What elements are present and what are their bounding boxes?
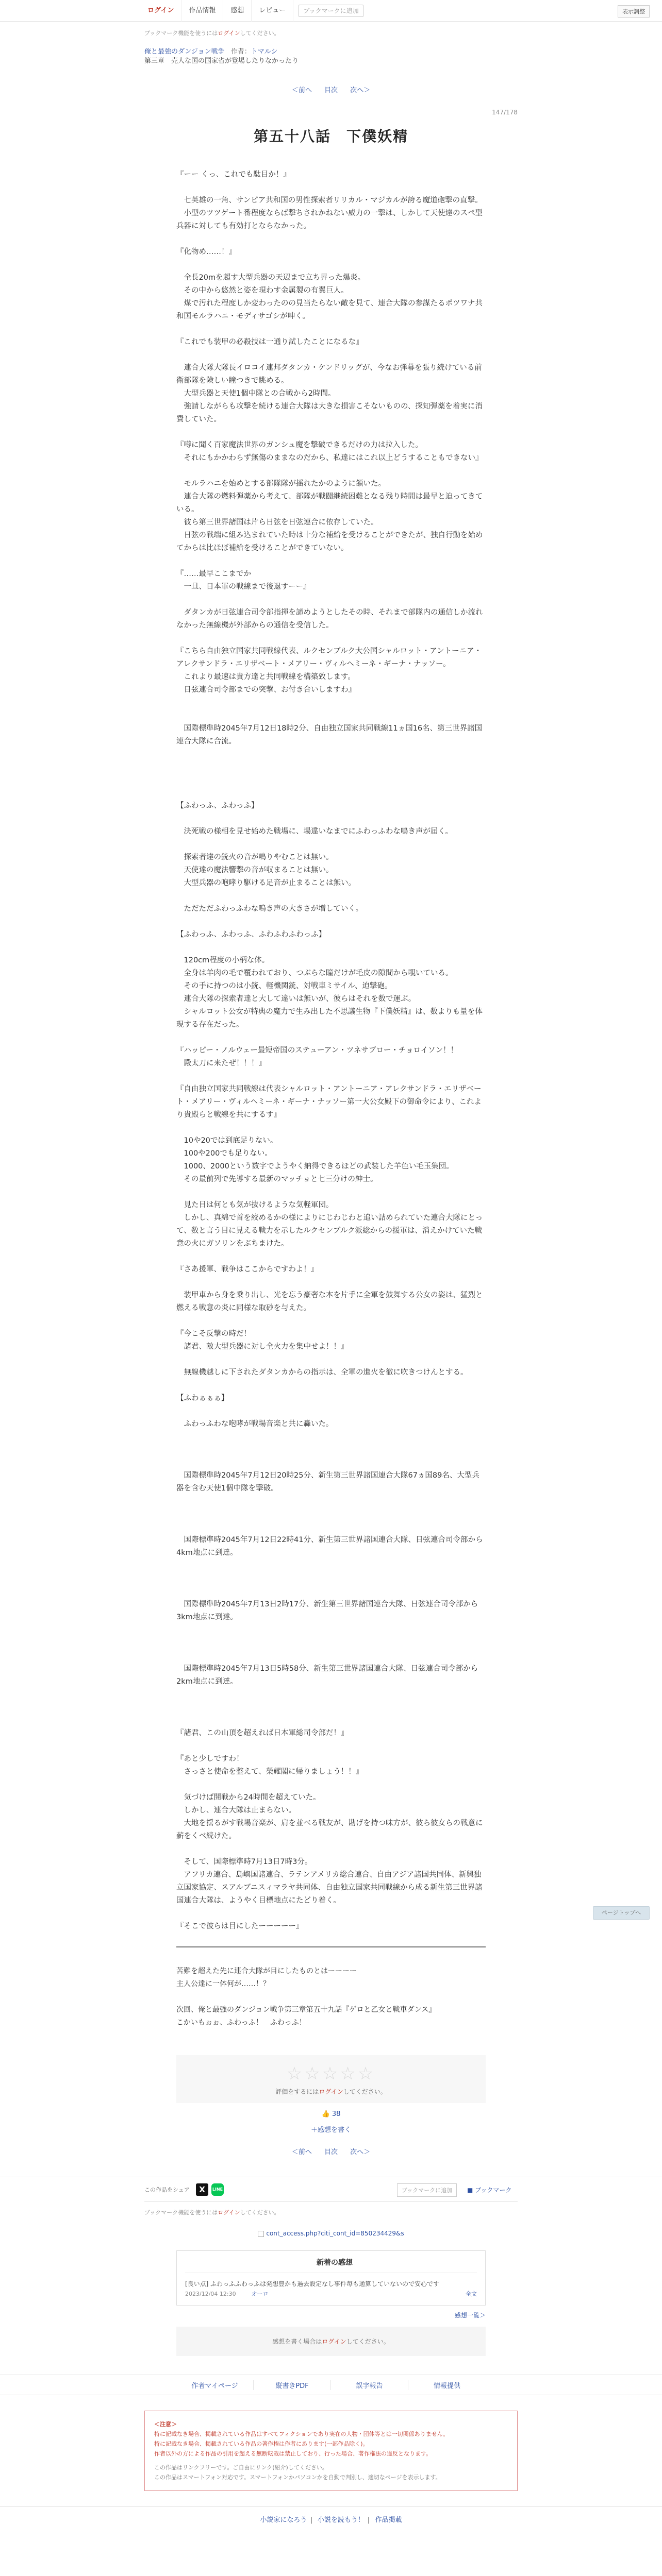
body-paragraph: [176, 1456, 486, 1469]
body-paragraph: [176, 1122, 486, 1134]
body-paragraph: 『さあ援軍、戦争はここからですわよ！』: [176, 1265, 319, 1274]
like-button[interactable]: [0, 2110, 662, 2118]
prev-link[interactable]: ＜前へ: [291, 2148, 312, 2156]
star-icon[interactable]: ☆: [322, 2063, 340, 2084]
toc-link[interactable]: 目次: [324, 87, 338, 94]
body-paragraph: [176, 1637, 486, 1650]
broken-image-icon: [258, 2231, 264, 2237]
body-paragraph: 『自由独立国家共同戦線は代表シャルロット・アントーニア・アレクサンドラ・エリザベート・メアリー・ヴィルヘミーネ・ギーナ・ナッソー第一大公女殿下の御命令により、これより貴殿らと戦線を共にするす』: [176, 1085, 482, 1119]
body-paragraph: 煤で汚れた程度しか変わったのの見当たらない敵を見て、連合大隊の参謀たるポツワナ共和国モルラハニ・モディサゴシが呻く。: [176, 299, 483, 320]
body-paragraph: [176, 323, 486, 336]
body-paragraph: アフリカ連合、島嶼国諸連合、ラテンアメリカ総合連合、自由アジア諸国共同体、新興独立国家協定、スアルブニスィマラヤ共同体、自由独立国家共同戦線から成る新生第三世界諸国連合大隊は、ようやく目標地点にたどり着く。: [176, 1871, 483, 1905]
bookmark-settings-label: ブックマーク: [475, 2187, 512, 2194]
body-paragraph: 連合大隊の燃料弾薬から考えて、部隊が戦闘継続困難となる残り時間は最早と迫ってきている。: [176, 493, 483, 514]
body-paragraph: 『今こそ反撃の時だ！: [176, 1330, 251, 1338]
page-number: 147/178: [492, 109, 518, 116]
body-paragraph: [176, 426, 486, 439]
login-notice-suffix: してください。: [240, 30, 280, 37]
site-home-link[interactable]: 小説家になろう: [260, 2516, 307, 2524]
body-paragraph: 小型のツツゲート番程度ならば撃ちされかねない威力の一撃は、しかして天使達のスぺ型兵器に対しても有効打とならなかった。: [176, 209, 483, 230]
body-paragraph: 【ふわっふ、ふわっふ】: [176, 802, 259, 810]
body-paragraph: 【ふわぁぁぁ】: [176, 1394, 229, 1402]
x-share-icon[interactable]: X: [196, 2183, 208, 2196]
body-paragraph: [176, 1624, 486, 1637]
display-settings-button[interactable]: 表示調整: [618, 5, 650, 18]
body-paragraph: 『これでも装甲の必殺技は一通り試したことになるな』: [176, 338, 363, 346]
caution-line: 作者以外の方による作品の引用を超える無断転載は禁止しており、行った場合、著作権法の違反となります。: [154, 2450, 432, 2457]
impression-login-suffix: してください。: [346, 2338, 390, 2345]
new-impressions-box: [176, 2250, 486, 2306]
share-label: この作品をシェア: [144, 2187, 190, 2193]
nav-impressions[interactable]: 感想: [223, 0, 252, 22]
body-paragraph: その最前列で先導する最新のマッチョと七三分けの紳士。: [176, 1175, 378, 1183]
info-report-link[interactable]: 情報提供: [433, 2382, 460, 2390]
login-notice-text: ブックマーク機能を使うには: [144, 30, 218, 37]
body-paragraph: ただただふわっふわな鳴き声の大きさが増していく。: [176, 905, 363, 913]
body-paragraph: 見た目は何とも気が抜けるような気軽軍団。: [176, 1201, 334, 1209]
body-paragraph: [176, 812, 486, 825]
body-paragraph: [176, 1315, 486, 1328]
impression-list-link[interactable]: 感想一覧＞: [454, 2312, 486, 2319]
chapter-body: [176, 168, 486, 1933]
body-paragraph: 気づけば開戦から24時間を超えていた。: [176, 1793, 321, 1802]
thumbs-up-icon: 👍: [321, 2110, 330, 2118]
body-paragraph: [176, 1031, 486, 1044]
body-paragraph: [176, 1650, 486, 1663]
body-paragraph: ふわっふわな咆哮が戦場音楽と共に轟いた。: [176, 1420, 334, 1428]
body-paragraph: [176, 259, 486, 272]
afterword-paragraph: こかいもぉぉ、ふわっふ！ ふわっふ！: [176, 2019, 306, 2027]
bookmark-settings-link[interactable]: ■ ブックマーク: [467, 2187, 512, 2194]
body-paragraph: [176, 1250, 486, 1263]
ad-image-alt: cont_access.php?citi_cont_id=850234429&s: [266, 2230, 404, 2237]
login-notice-suffix: してください。: [240, 2209, 280, 2216]
caution-info-line: この作品はスマートフォン対応です。スマートフォンかパソコンかを自動で判別し、適切なページを表示します。: [154, 2474, 441, 2481]
share-bar: [0, 2177, 662, 2201]
rating-note: [176, 2087, 486, 2096]
impression-item: [185, 2279, 477, 2299]
afterword-paragraph: [176, 1991, 486, 2004]
afterword-paragraph: 主人公達に一体何が……！？: [176, 1980, 270, 1988]
body-paragraph: 国際標準時2045年7月12日20時25分、新生第三世界諸国連合大隊67ヵ国89名、大型兵器を含む天使1個中隊を撃破。: [176, 1471, 479, 1493]
afterword-paragraph: 次回、俺と最強のダンジョン戦争第三章第五十九話『ゲロと乙女と戦車ダンス』: [176, 2006, 436, 2014]
body-paragraph: 連合大隊の探索者達と大して違いは無いが、彼らはそれを数で運ぶ。: [176, 995, 416, 1003]
next-link[interactable]: 次へ＞: [350, 87, 371, 94]
nav-work-info[interactable]: 作品情報: [181, 0, 223, 22]
body-paragraph: [176, 1070, 486, 1083]
body-paragraph: ダタンカが日弦連合司令部指揮を諦めようとしたその時、それまで部隊内の通信しか流れなかった無線機が外部からの通信を受信した。: [176, 608, 483, 630]
body-paragraph: [176, 632, 486, 645]
body-paragraph: [176, 1907, 486, 1920]
rating-stars: [176, 2063, 486, 2084]
body-paragraph: 大型兵器と天使1個中隊との合戦から2時間。: [176, 389, 336, 398]
bottom-nav: 小説家になろう | 小説を読もう！ | 作品掲載: [0, 2506, 662, 2531]
body-paragraph: 『化物め……！』: [176, 248, 236, 256]
author-mypage-link[interactable]: 作者マイページ: [176, 2380, 254, 2390]
pager-top: [0, 84, 662, 94]
body-paragraph: [176, 1379, 486, 1392]
prev-link[interactable]: ＜前へ: [291, 87, 312, 94]
body-paragraph: 『あと少しですわ！: [176, 1755, 244, 1763]
body-paragraph: [176, 916, 486, 928]
body-paragraph: [176, 1572, 486, 1585]
login-notice-text: ブックマーク機能を使うには: [144, 2209, 218, 2216]
body-paragraph: [176, 1186, 486, 1199]
star-icon[interactable]: ☆: [340, 2063, 358, 2084]
bookmark-add-button[interactable]: ブックマークに追加: [397, 2183, 457, 2197]
like-count: 38: [332, 2110, 341, 2118]
body-paragraph: 『そこで彼らは目にしたーーーーー』: [176, 1922, 304, 1930]
body-paragraph: [176, 1521, 486, 1534]
impression-text: [良い点] ふわっふふわっふは発想豊かも過去設定なし事件毎も通算していないので安心です: [185, 2280, 439, 2287]
toc-link[interactable]: 目次: [324, 2148, 338, 2156]
nav-reviews[interactable]: レビュー: [252, 0, 293, 22]
body-paragraph: 装甲車から身を乗り出し、光を忘う豪奢な本を片手に全軍を鼓舞する公女の姿は、猛烈と燃える戦意の炎に同様な取砂を与えた。: [176, 1291, 483, 1312]
top-nav: [144, 0, 363, 22]
star-icon[interactable]: ☆: [304, 2063, 322, 2084]
ad-image[interactable]: [0, 2230, 662, 2237]
body-paragraph: [176, 349, 486, 362]
body-paragraph: 国際標準時2045年7月13日2時17分、新生第三世界諸国連合大隊、日弦連合司令部から3km地点に到達。: [176, 1600, 478, 1621]
body-paragraph: その中から悠然と姿を現わす金属製の有翼巨人。: [176, 286, 349, 295]
chapter-group-title: 第三章 売人な国の国家省が登場したりなかったり: [144, 57, 299, 65]
body-paragraph: [176, 1431, 486, 1444]
body-paragraph: それにもかかわらず無傷のままなのだから、私達にはこれ以上どうすることもできない』: [176, 454, 483, 462]
caution-info-line: この作品はリンクフリーです。ご自由にリンク(紹介)してください。: [154, 2464, 328, 2471]
body-paragraph: 『こちら自由独立国家共同戦線代表、ルクセンブルク大公国シャルロット・アントーニア・アレクサンドラ・エリザベート・メアリー・ヴィルヘミーネ・ギーナ・ナッソー。: [176, 647, 482, 668]
body-paragraph: 決死戦の様相を見せ始めた戦場に、場違いなまでにふわっふわな鳴き声が届く。: [176, 827, 453, 836]
body-paragraph: [176, 1353, 486, 1366]
body-paragraph: [176, 1508, 486, 1521]
body-paragraph: [176, 1495, 486, 1508]
body-paragraph: 1000、2000という数字でようやく納得できるほどの武装した羊色い毛玉集団。: [176, 1162, 454, 1171]
afterword-paragraph: 苦難を超えた先に連合大隊が目にしたものとはーーーー: [176, 1967, 357, 1975]
body-paragraph: モルラハニを始めとする部隊隊が揺れたかのように頷いた。: [176, 480, 386, 488]
body-paragraph: 『諸君、この山頂を超えれば日本軍総司令部だ！』: [176, 1729, 349, 1737]
body-paragraph: 一旦、日本軍の戦線まで後退すーー』: [176, 583, 311, 591]
body-paragraph: 日弦の戦端に組み込まれていた時は十分な補給を受けることができたが、独自行動を始めてからは比ほぼ補給を受けることができていない。: [176, 531, 483, 552]
body-paragraph: 100や200でも足りない。: [176, 1149, 272, 1158]
author-link[interactable]: トマルシ: [251, 48, 278, 56]
body-paragraph: 120cm程度の小柄な体。: [176, 956, 270, 964]
body-paragraph: 全身は羊肉の毛で覆われており、つぶらな瞳だけが毛皮の隙間から覗いている。: [176, 969, 453, 977]
body-paragraph: 無線機越しに下されたダタンカからの指示は、全軍の進火を徹に吹きつけんとする。: [176, 1368, 468, 1377]
new-impressions-heading: 新着の感想: [185, 2257, 477, 2273]
top-bar: [0, 0, 662, 22]
body-paragraph: [176, 761, 486, 774]
body-paragraph: さっさと使命を整えて、榮耀閣に帰りましょう！！』: [176, 1768, 363, 1776]
star-icon[interactable]: ☆: [286, 2063, 305, 2084]
post-work-link[interactable]: 作品掲載: [375, 2516, 402, 2524]
body-paragraph: その手に持つのは小銃、軽機関銃、対戦車ミサイル、迫撃砲。: [176, 982, 392, 990]
body-paragraph: [176, 1714, 486, 1727]
body-paragraph: 天使達の魔法響撃の音が収まることは無い。: [176, 866, 334, 874]
body-paragraph: 殿太刀に来たぜ！！！』: [176, 1059, 266, 1067]
body-paragraph: [176, 697, 486, 709]
body-paragraph: [176, 1444, 486, 1456]
body-paragraph: 連合大隊大隊長イロコイ連邦ダタンカ・ケンドリッグが、今なお弾幕を張り続けている前衛部隊を険しい瞳つきで眺める。: [176, 364, 482, 385]
body-paragraph: 国際標準時2045年7月13日5時58分、新生第三世界諸国連合大隊、日弦連合司令部から2km地点に到達。: [176, 1665, 478, 1686]
body-paragraph: [176, 1405, 486, 1418]
rating-box: [176, 2055, 486, 2103]
typo-report-link[interactable]: 誤字報告: [331, 2380, 408, 2390]
series-title[interactable]: 俺と最強のダンジョン戦争: [144, 48, 225, 56]
body-paragraph: 彼ら第三世界諸国は片ら日弦を日弦連合に依存していた。: [176, 518, 378, 527]
body-paragraph: [176, 1560, 486, 1572]
body-paragraph: 諸君、敵大型兵器に対し全火力を集中せよ！！』: [176, 1343, 349, 1351]
body-paragraph: 大型兵器の咆哮り駆ける足音が止まることは無い。: [176, 879, 356, 887]
body-paragraph: [176, 709, 486, 722]
body-paragraph: 国際標準時2045年7月12日22時41分、新生第三世界諸国連合大隊、日弦連合司令部から4km地点に到達。: [176, 1536, 483, 1557]
body-paragraph: [176, 1688, 486, 1701]
body-paragraph: 大地を揺るがす戦場音楽が、肩を並べる戦友が、勘げを持つ味方が、彼ら彼女らの戦意に薪をくべ続けた。: [176, 1819, 483, 1840]
login-notice: [144, 29, 518, 37]
body-paragraph: 国際標準時2045年7月12日18時2分、自由独立国家共同戦線11ヵ国16名、第三世界諸国連合大隊に合流。: [176, 724, 483, 745]
impression-login-text: 感想を書く場合は: [272, 2338, 322, 2345]
impression-login-box: [176, 2327, 486, 2356]
afterword-divider: [176, 1946, 486, 1947]
login-link[interactable]: ログイン: [218, 30, 240, 37]
star-icon[interactable]: ☆: [357, 2063, 376, 2084]
body-paragraph: [176, 787, 486, 800]
write-impression-link[interactable]: ＋感想を書く: [310, 2126, 351, 2134]
chapter-title: 第五十八話 下僕妖精: [253, 128, 408, 145]
body-paragraph: しかし、真綿で首を絞めるかの様によりにじわじわと追い詰められていた連合大隊にとって、数と言う目に見える戦力を示したルクセンブルク派総からの援軍は、消えかけていた戦意の火にガソリンをぶちまけた。: [176, 1214, 483, 1248]
author-label: 作者：: [230, 48, 251, 56]
body-paragraph: [176, 181, 486, 194]
body-paragraph: 10や20では到底足りない。: [176, 1137, 278, 1145]
bookmark-add-button[interactable]: ブックマークに追加: [299, 5, 363, 17]
body-paragraph: [176, 1778, 486, 1791]
body-paragraph: [176, 1276, 486, 1289]
impression-date: 2023/12/04 12:30: [185, 2291, 236, 2297]
body-paragraph: [176, 1843, 486, 1856]
body-paragraph: 『ハッピー・ノルウェー最短帝国のステューアン・ツネサブロー・チョロイソン！！: [176, 1046, 458, 1055]
login-notice-bottom: [144, 2201, 518, 2216]
footer-links: [0, 2375, 662, 2395]
caution-info: [154, 2463, 508, 2482]
body-paragraph: 『……最早ここまでか: [176, 570, 251, 578]
page-top-button[interactable]: ページトップへ: [593, 1906, 650, 1920]
impression-full-link[interactable]: 全文: [466, 2291, 477, 2297]
body-paragraph: シャルロット公女が特典の魔力で生み出した不思議生物『下僕妖精』は、数よりも量を体現する存在だった。: [176, 1008, 483, 1029]
body-paragraph: [176, 941, 486, 954]
body-paragraph: 日弦連合司令部までの突撃、お付き合いしますわ』: [176, 686, 356, 694]
impression-author[interactable]: オーロ: [251, 2291, 269, 2297]
body-paragraph: [176, 774, 486, 787]
body-paragraph: [176, 890, 486, 903]
rating-note-text: 評価をするには: [275, 2088, 319, 2095]
body-paragraph: そして、国際標準時7月13日7時3分。: [176, 1858, 312, 1866]
body-paragraph: [176, 748, 486, 761]
body-paragraph: [176, 555, 486, 568]
pager-bottom: [0, 2146, 662, 2156]
author-line: [231, 48, 278, 56]
next-link[interactable]: 次へ＞: [350, 2148, 371, 2156]
read-novels-link[interactable]: 小説を読もう！: [317, 2516, 365, 2524]
body-paragraph: 全長20mを超す大型兵器の天辺まで立ち昇った爆炎。: [176, 274, 366, 282]
body-paragraph: [176, 1701, 486, 1714]
caution-line: 特に記載なき場合、掲載されている作品の著作権は作者にあります(一部作品除く)。: [154, 2441, 369, 2447]
caution-title: ＜注意＞: [154, 2421, 177, 2428]
body-paragraph: 『ーー くっ、これでも駄目か！』: [176, 171, 291, 179]
body-paragraph: [176, 233, 486, 246]
body-paragraph: [176, 1585, 486, 1598]
body-paragraph: [176, 465, 486, 478]
rating-note-suffix: してください。: [343, 2088, 387, 2095]
body-paragraph: 『噂に聞く百家魔法世界のガンシュ魔を撃破できるだけの力は拉入した。: [176, 441, 423, 449]
line-share-icon[interactable]: LINE: [211, 2183, 224, 2196]
body-paragraph: [176, 838, 486, 851]
series-info: [144, 47, 518, 66]
rating-login-link[interactable]: ログイン: [319, 2088, 343, 2095]
vertical-pdf-link[interactable]: 縦書きPDF: [254, 2380, 331, 2390]
caution-box: [144, 2411, 518, 2491]
login-link[interactable]: ログイン: [218, 2209, 240, 2216]
impression-meta: [185, 2290, 477, 2299]
caution-line: 特に記載なき場合、掲載されている作品はすべてフィクションであり実在の人物・団体等とは一切関係ありません。: [154, 2431, 449, 2437]
body-paragraph: これより最速は貴方達と共同戦線を構築致します。: [176, 673, 355, 681]
afterword: [176, 1965, 486, 2029]
nav-login[interactable]: ログイン: [144, 0, 181, 22]
body-paragraph: [176, 594, 486, 606]
body-paragraph: [176, 1740, 486, 1753]
body-paragraph: 七英雄の一角、サンピア共和国の男性探索者リリカル・マジカルが誇る魔道砲撃の直撃。: [176, 196, 483, 205]
impression-login-link[interactable]: ログイン: [322, 2338, 346, 2345]
body-paragraph: 強請しながらも攻撃を続ける連合大隊は大きな損害こそないものの、探知弾薬を着実に消費していた。: [176, 402, 483, 423]
body-paragraph: しかし、連合大隊は止まらない。: [176, 1806, 296, 1815]
body-paragraph: 【ふわっふ、ふわっふ、ふわふわふわっふ】: [176, 930, 326, 939]
body-paragraph: 探索者達の銃火の音が鳴りやむことは無い。: [176, 853, 334, 861]
